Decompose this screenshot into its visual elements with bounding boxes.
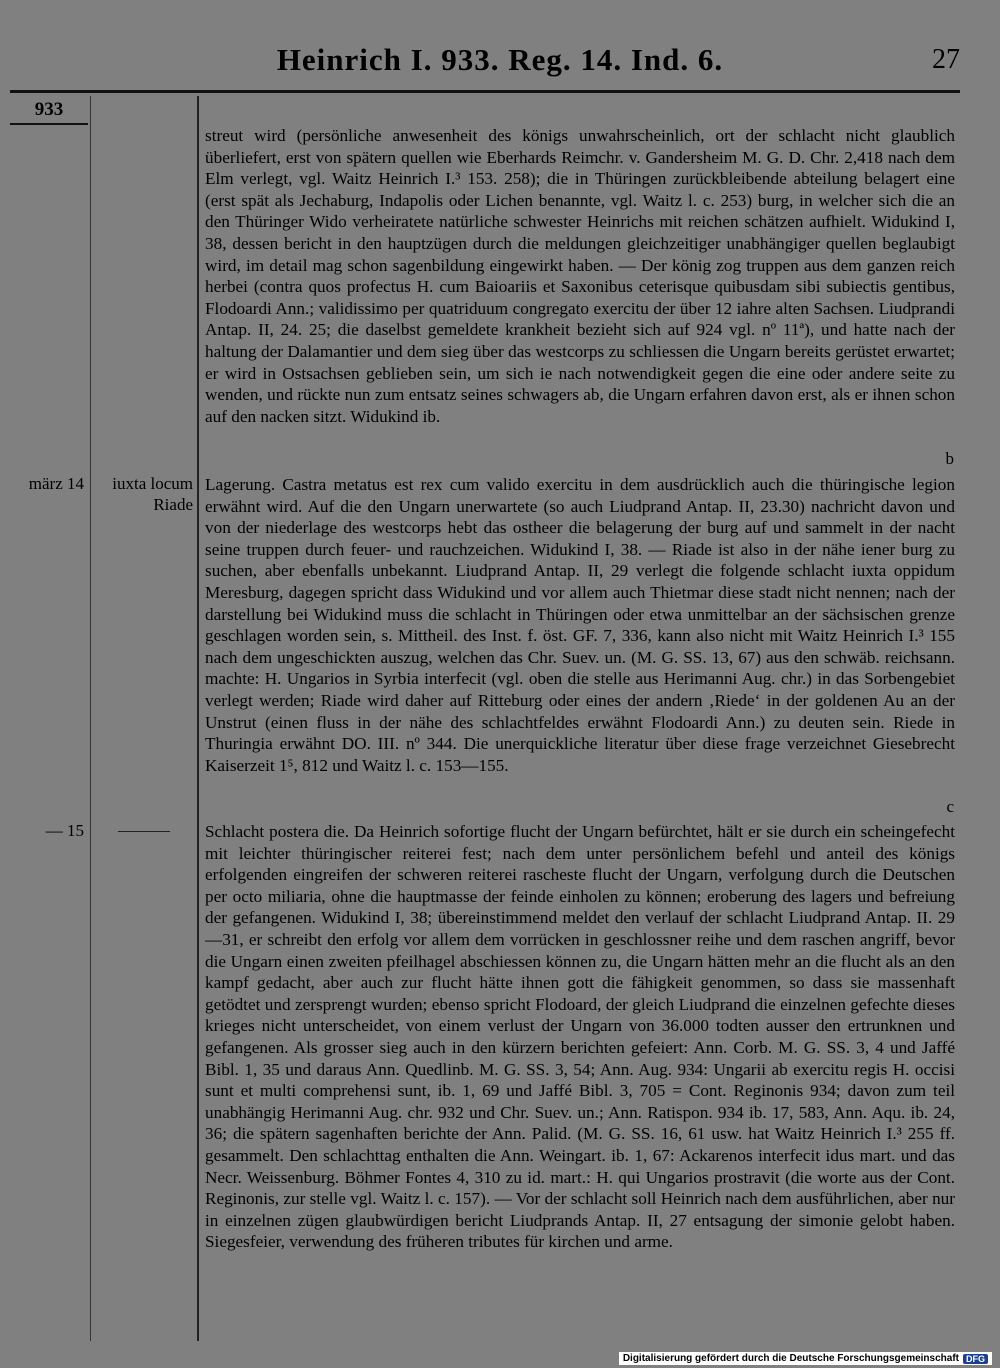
entry-c-date: — 15 [45,821,84,840]
entry-b-letter: c [946,797,954,816]
page-number: 27 [932,44,960,75]
entry-b-date: märz 14 [28,474,84,493]
entry-b-place-line1: iuxta locum [112,474,193,493]
header-rule [10,90,960,93]
entry-b-text: Lagerung. Castra metatus est rex cum valido exercitu in dem ausdrücklich auch die thüringische legion erwähnt wird. Auf die den Ungarn unerwartete (so auch Liudprand Antap. II, 23.30) nachricht davon und von der niederlage des westcorps hebt das ostheer die belagerung der burg auf und sammelt in der nacht seine truppen durch feuer- und rauchzeichen. Widukind I, 38. — Riade ist also in der nähe iener burg zu suchen, aber ebenfalls unbekannt. Liudprand Antap. II, 29 verlegt die folgende schlacht iuxta oppidum Meresburg, dagegen spricht dass Widukind und vor allem auch Thietmar diese stadt nicht nennen; nach der darstellung bei Widukind muss die schlacht in Thüringen oder etwa unmittelbar an der sächsischen grenze geschlagen worden sein, s. Mittheil. des Inst. f. öst. GF. 7, 336, kann also nicht mit Waitz Heinrich I.³ 155 nach dem ungeschickten auszug, welchen das Chr. Suev. un. (M. G. SS. 13, 67) aus den schwäb. reichsann. machte: H. Ungarios in Syrbia interfecit (vgl. oben die stelle aus Herimanni Aug. chr.) in das Sorbengebiet verlegt werden; Riade wird daher auf Ritteburg oder eines der andern ‚Riede‘ in der goldenen Au an der Unstrut (einen fluss in der nähe des schlachtfeldes erwähnt Flodoardi Ann.) zu deuten sein. Riede in Thuringia erwähnt DO. III. nº 344. Die unerquickliche literatur über diese frage verzeichnet Giesebrecht Kaiserzeit 1⁵, 812 und Waitz l. c. 153—155. [205,475,955,775]
column-divider-date [90,96,91,1341]
footer-text: Digitalisierung gefördert durch die Deutsche Forschungsgemeinschaft [622,1353,959,1364]
column-divider-text [197,96,199,1341]
entry-c-place-dash [118,831,170,832]
year-underline [10,123,88,125]
margin-year: 933 [34,99,64,120]
entry-a-letter: b [945,449,954,468]
entry-a-text: streut wird (persönliche anwesenheit des königs unwahrscheinlich, ort der schlacht nicht glaublich überliefert, erst von spätern quellen wie Eberhards Reimchr. v. Gandersheim M. G. D. Chr. 2,418 nach dem Elm verlegt, vgl. Waitz Heinrich I.³ 153. 258); die in Thüringen zurückbleibende abteilung belagert eine (erst spät als Jechaburg, Indapolis oder Lichen benannte, vgl. Waitz l. c. 253) burg, in welcher sich die an den Thüringer Wido verheiratete natürliche schwester Heinrichs mit reichen schätzen aufhielt. Widukind I, 38, dessen bericht in den hauptzügen durch die meldungen gleichzeitiger unabhängiger quellen beglaubigt wird, im detail mag schon sagenbildung eingewirkt haben. — Der könig zog truppen aus dem ganzen reich herbei (contra quos profectus H. cum Baioariis et Saxonibus ceterisque quibusdam sibi subiectis gentibus, Flodoardi Ann.; validissimo per quatriduum congregato exercitu der über 12 iahre alten Sachsen. Liudprandi Antap. II, 24. 25; die daselbst gemeldete krankheit bezieht sich auf 924 vgl. nº 11ª), und hatte nach der haltung der Dalamantier und dem sieg über das westcorps zu schliessen die Ungarn bereits gerüstet erwartet; er wird in Ostsachsen geblieben sein, um sich ie nach notwendigkeit gegen die eine oder andere seite zu wenden, und rückte nun zum entsatz seines schwagers ab, die Ungarn erfahren davon erst, als er ihnen schon auf den nacken sitzt. Widukind ib. [205,126,955,426]
digitization-footer [619,1352,992,1365]
entry-c-text: Schlacht postera die. Da Heinrich sofortige flucht der Ungarn befürchtet, hält er sie durch ein scheingefecht mit leichter thüringischer reiterei fest; nach dem unter persönlichem befehl und anteil des königs erfolgenden eingreifen der schweren reiterei rascheste flucht der Ungarn, verfolgung durch die Deutschen per octo miliaria, ohne die hauptmasse der feinde einholen zu können; eroberung des lagers und befreiung der gefangenen. Widukind I, 38; übereinstimmend meldet den verlauf der schlacht Liudprand Antap. II. 29—31, er schreibt den erfolg vor allem dem vorrücken in geschlossner reihe und dem raschen angriff, bevor die Ungarn einen zweiten pfeilhagel abschiessen können zu, die Ungarn hätten mehr an die flucht als an den kampf gedacht, aber auch zur flucht hätte ihnen gott die fähigkeit genommen, so dass sie massenhaft getödtet und zersprengt wurden; ebenso spricht Flodoard, der gleich Liudprand die einzelnen gefechte dieses krieges nicht unterscheidet, von einem verlust der Ungarn von 36.000 todten ausser den ertrunknen und gefangenen. Als grosser sieg auch in den kürzern berichten gefeiert: Ann. Corb. M. G. SS. 3, 4 und Jaffé Bibl. 1, 35 und daraus Ann. Quedlinb. M. G. SS. 3, 54; Ann. Aug. 934: Ungarii ab exercitu regis H. occisi sunt et multi comprehensi sunt, ib. 1, 69 und Jaffé Bibl. 3, 705 = Cont. Reginonis 934; davon zum teil unabhängig Herimanni Aug. chr. 932 und Chr. Suev. un.; Ann. Ratispon. 934 ib. 17, 583, Ann. Aqu. ib. 24, 36; die spätern sagenhaften berichte der Ann. Palid. (M. G. SS. 16, 61 usw. hat Waitz Heinrich I.³ 255 ff. gesammelt. Den schlachttag enthalten die Ann. Weingart. ib. 1, 67: Ackarenos interfecit idus mart. und das Necr. Weissenburg. Böhmer Fontes 4, 310 zu id. mart.: H. qui Ungarios prostravit (die worte aus der Cont. Reginonis, zur stelle vgl. Waitz l. c. 157). — Vor der schlacht soll Heinrich nach dem ausführlichen, aber nur in einzelnen zügen glaubwürdigen bericht Liudprands Antap. II, 27 entsagung der simonie gelobt haben. Siegesfeier, verwendung des früheren tributes für kirchen und arme. [205,822,955,1252]
page-header-title: Heinrich I. 933. Reg. 14. Ind. 6. [276,42,724,77]
entry-b-place-line2: Riade [153,495,193,514]
dfg-logo-icon: DFG [963,1354,988,1364]
